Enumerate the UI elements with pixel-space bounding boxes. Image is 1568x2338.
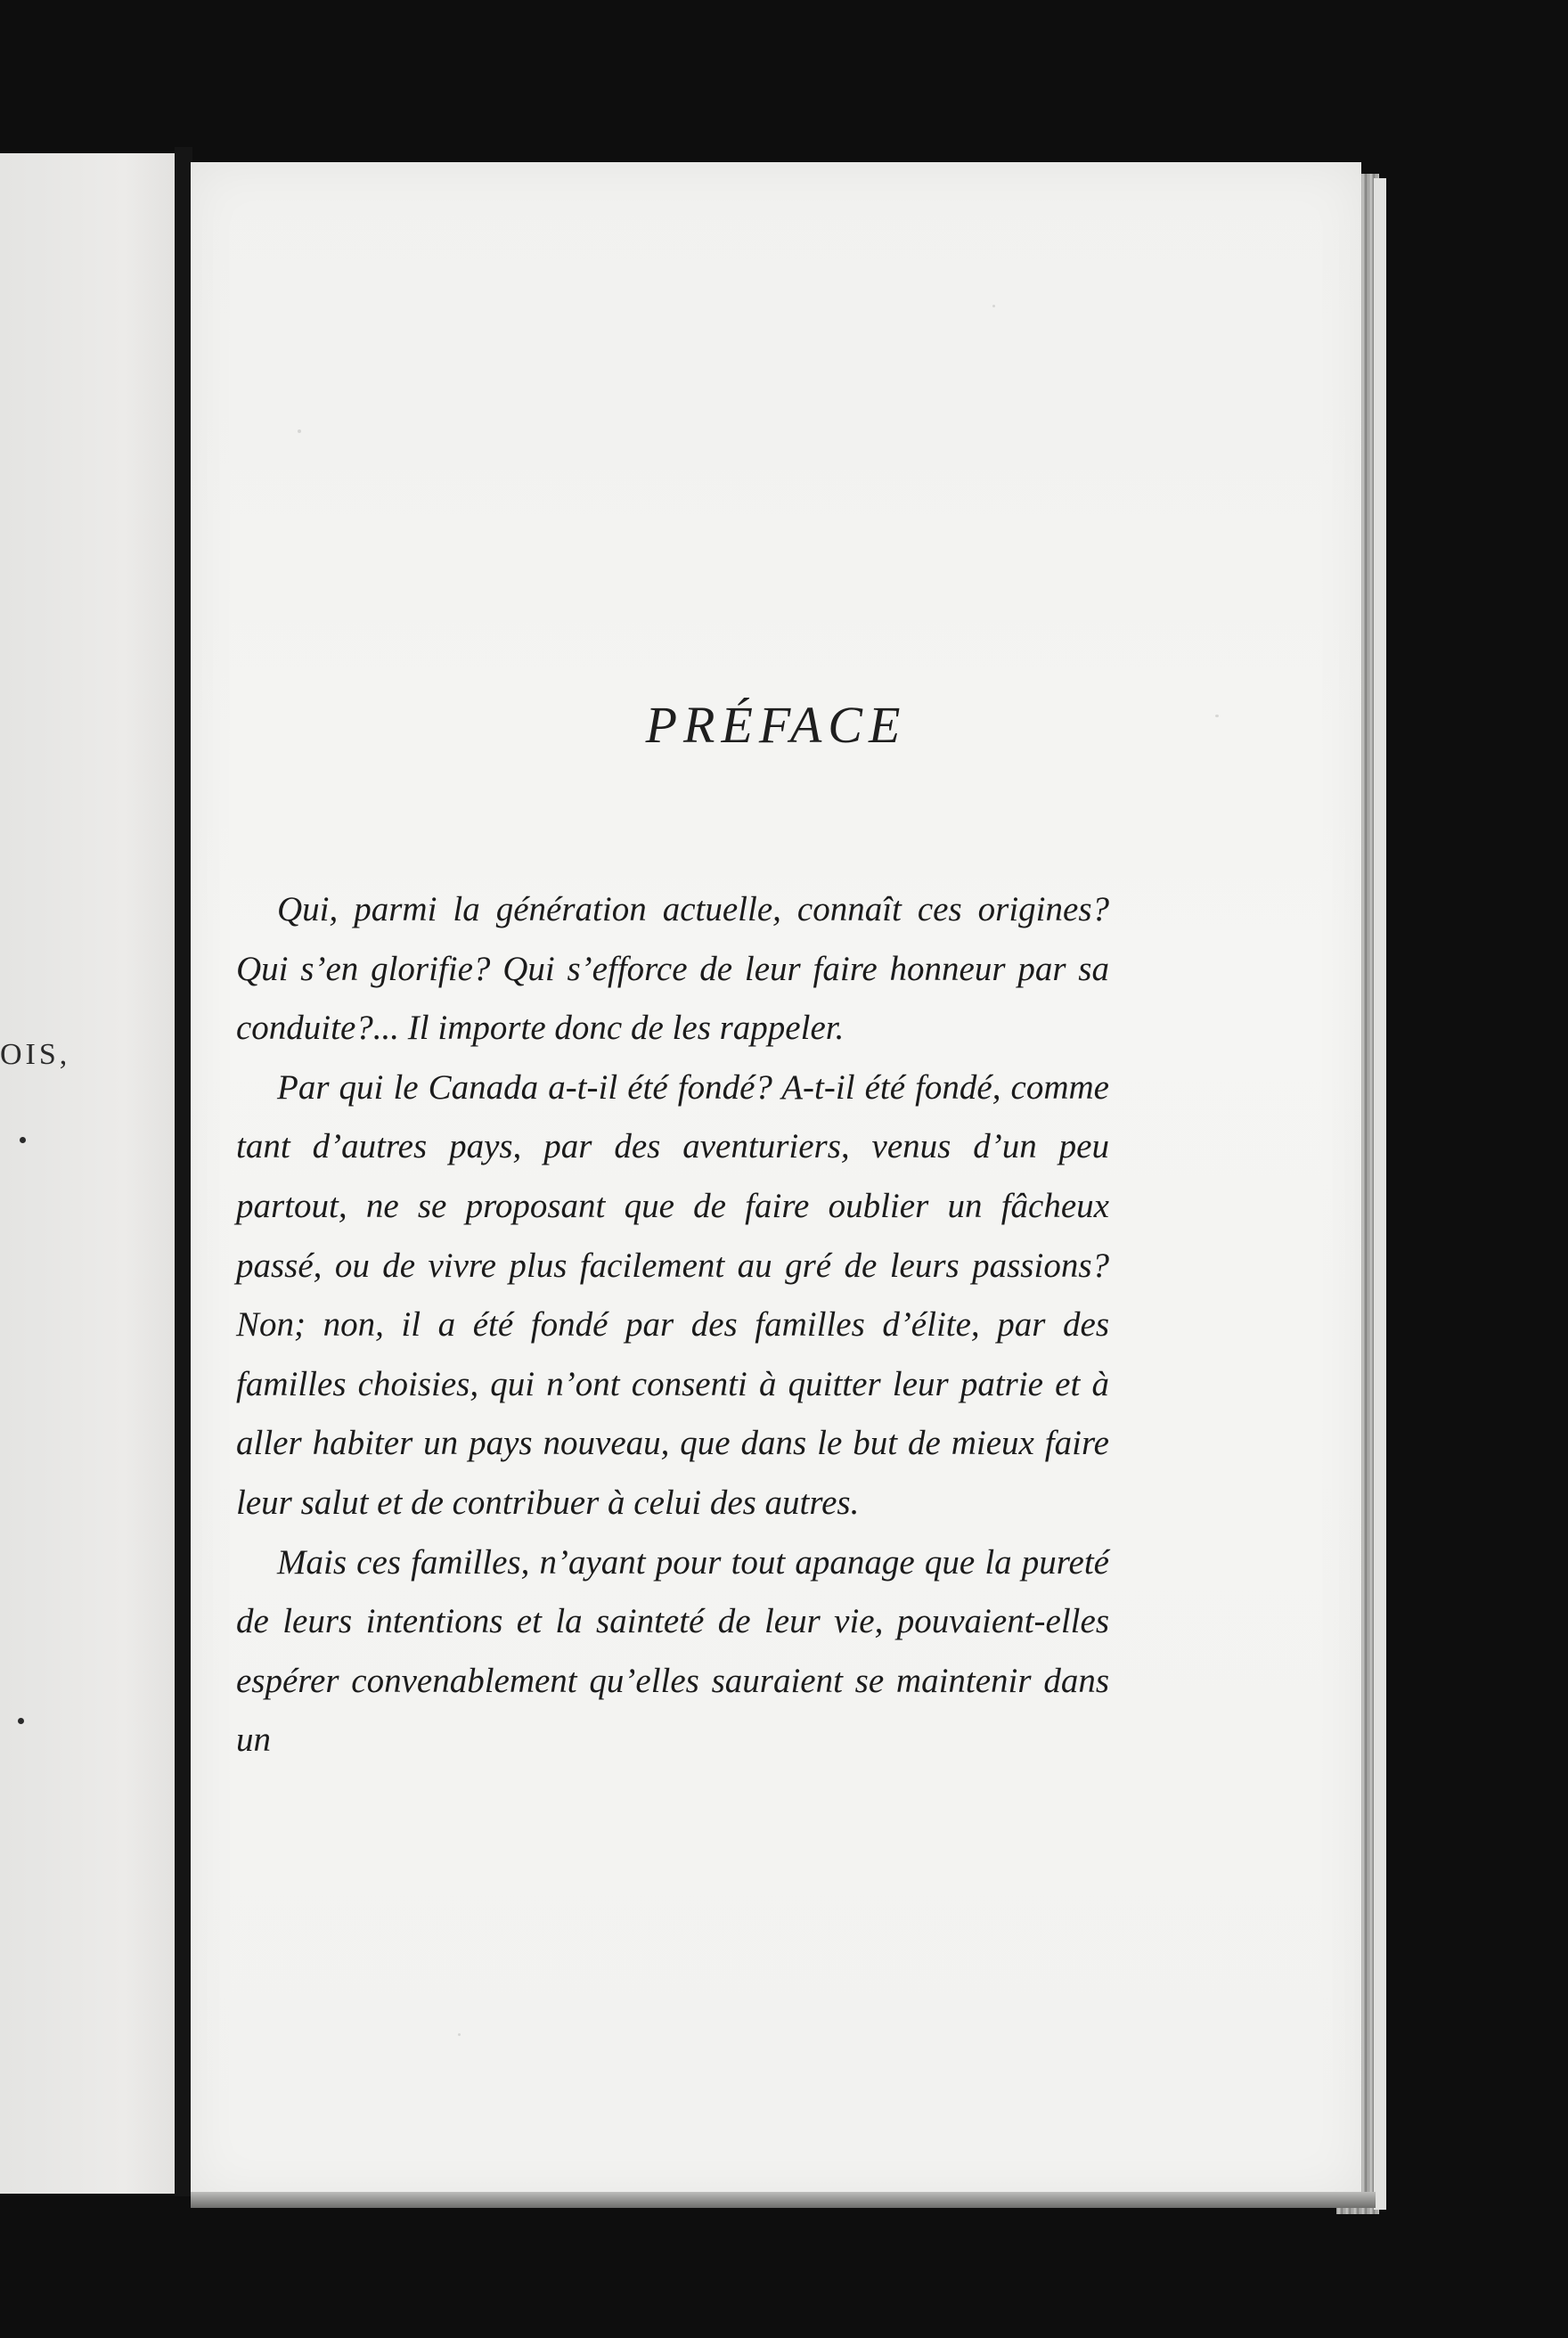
- facing-page: [0, 153, 178, 2194]
- paper-speck: [458, 2033, 461, 2036]
- facing-page-mark: [18, 1718, 24, 1724]
- facing-page-mark: [20, 1137, 26, 1143]
- paper-speck: [298, 429, 301, 433]
- page-bottom-edge: [191, 2192, 1376, 2208]
- page-title: PRÉFACE: [645, 696, 907, 754]
- paper-speck: [992, 305, 995, 307]
- paragraph: Par qui le Canada a-t-il été fondé? A-t-il été fondé, comme tant d’autres pays, par des aventuriers, venus d’un peu partout, ne se proposant que de faire oublier un fâcheux passé, ou de vivre plus facilement au gré de leurs passions? Non; non, il a été fondé par des familles d’élite, par des familles choisies, qui n’ont consenti à quitter leur patrie et à aller habiter un pays nouveau, que dans le but de mieux faire leur salut et de contribuer à celui des autres.: [236, 1067, 1109, 1522]
- page-edge-highlight: [1374, 178, 1386, 2210]
- paragraph: Mais ces familles, n’ayant pour tout apanage que la pureté de leurs intentions et la sainteté de leur vie, pouvaient-elles espérer convenablement qu’elles sauraient se maintenir dans un: [236, 1542, 1109, 1760]
- paragraph: Qui, parmi la génération actuelle, connaît ces origines? Qui s’en glorifie? Qui s’efforce de leur faire honneur par sa conduite?... Il importe donc de les rappeler.: [236, 890, 1109, 1048]
- facing-page-text-fragment: ΟIS,: [0, 1038, 71, 1071]
- book-gutter: [175, 147, 192, 2196]
- preface-body: [236, 880, 1109, 1770]
